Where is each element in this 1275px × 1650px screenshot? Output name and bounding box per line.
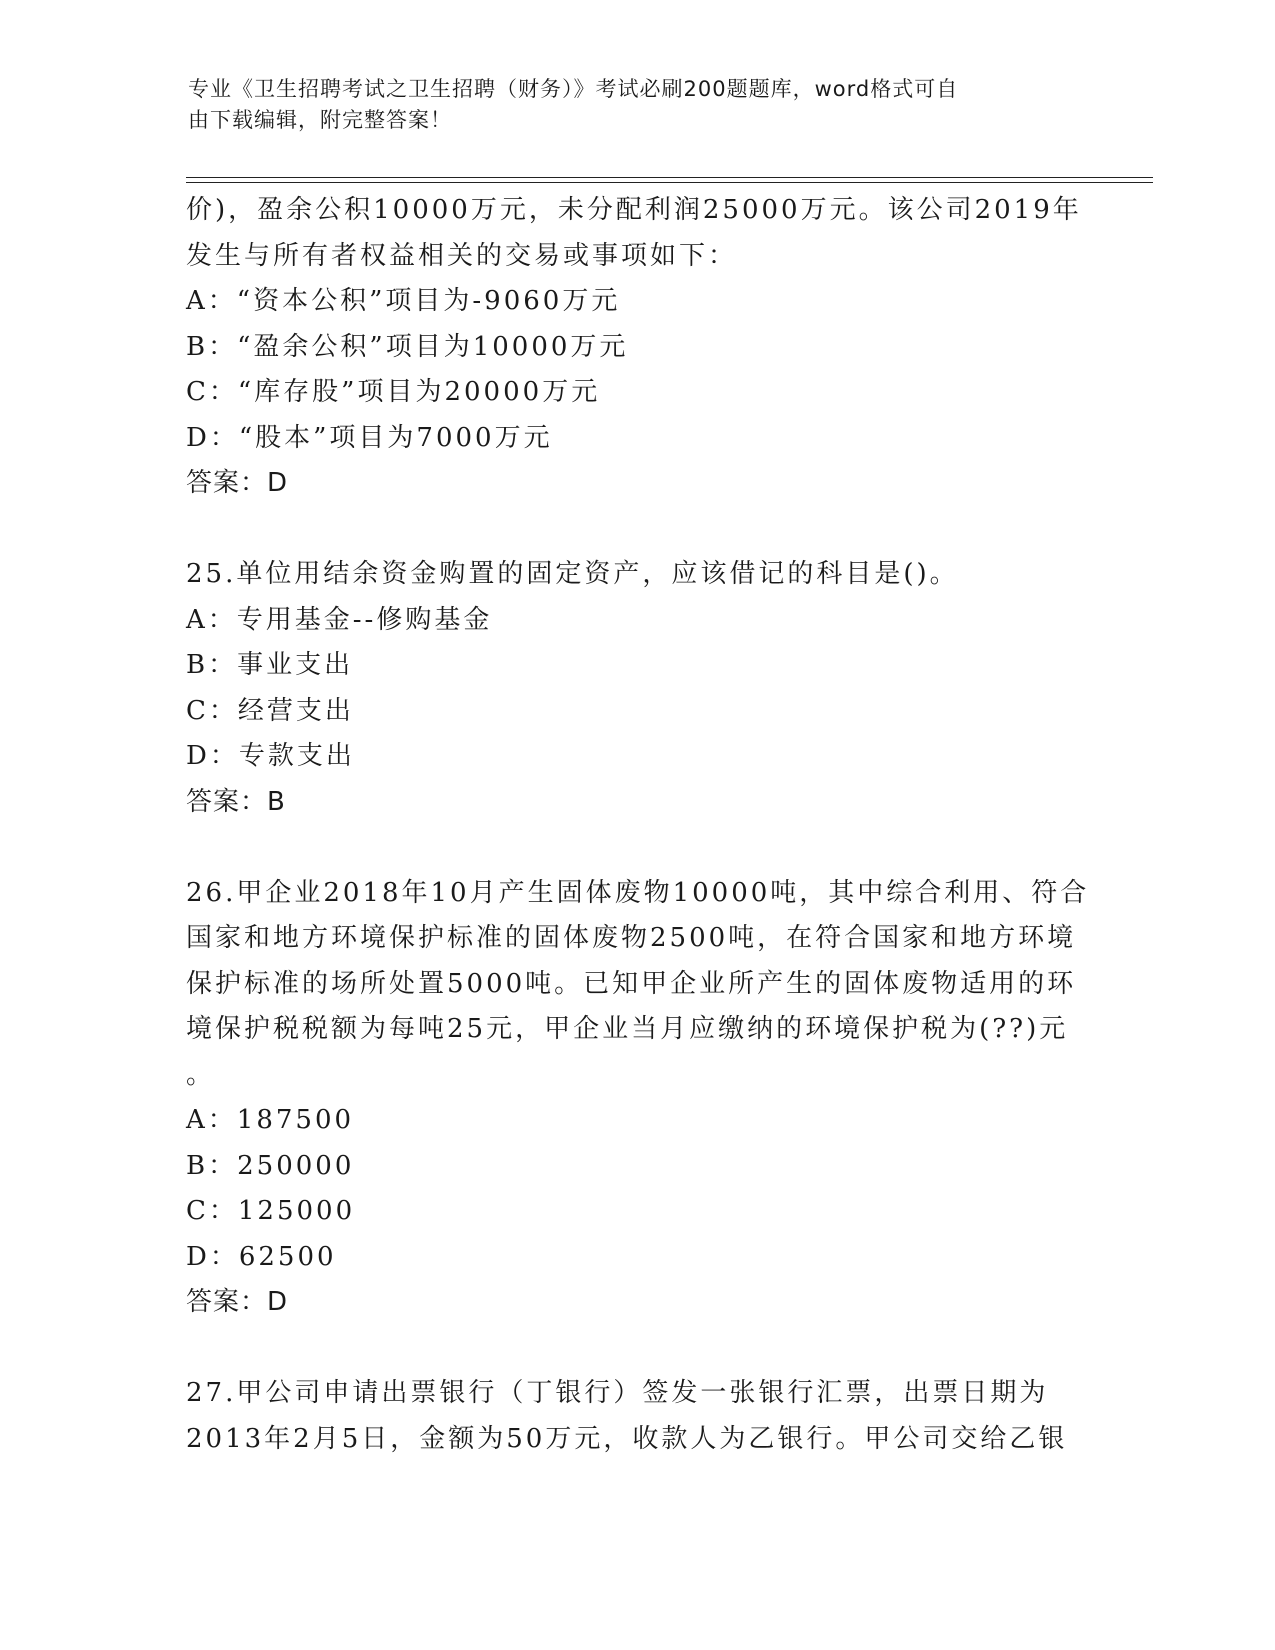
document-header	[188, 74, 1068, 136]
question-text-line: 保护标准的场所处置5000吨。已知甲企业所产生的固体废物适用的环	[186, 968, 1077, 999]
option-c: C：经营支出	[186, 695, 354, 726]
document-body	[186, 188, 1090, 1462]
header-divider-bottom	[186, 182, 1153, 183]
spacer	[186, 825, 1086, 871]
header-divider-top	[186, 177, 1153, 178]
option-b: B：事业支出	[186, 650, 354, 680]
header-line-1: 专业《卫生招聘考试之卫生招聘（财务）》考试必刷200题题库，word格式可自	[188, 77, 959, 101]
option-a: A：187500	[186, 1105, 355, 1135]
option-a: A：“资本公积”项目为-9060万元	[186, 286, 621, 316]
question-24	[186, 188, 1086, 507]
option-d: D：62500	[186, 1241, 337, 1272]
spacer	[186, 1326, 1086, 1372]
question-25	[186, 552, 1086, 825]
option-b: B：“盈余公积”项目为10000万元	[186, 331, 629, 362]
question-text-line: 25.单位用结余资金购置的固定资产，应该借记的科目是()。	[186, 559, 959, 589]
option-b: B：250000	[186, 1150, 355, 1181]
option-c: C：125000	[186, 1196, 356, 1226]
answer: 答案：D	[186, 468, 289, 498]
question-26	[186, 871, 1090, 1326]
question-text-line: 价)，盈余公积10000万元，未分配利润25000万元。该公司2019年	[186, 195, 1082, 225]
question-text-line: 26.甲企业2018年10月产生固体废物10000吨，其中综合利用、符合	[186, 877, 1090, 908]
question-text-line: 国家和地方环境保护标准的固体废物2500吨，在符合国家和地方环境	[186, 923, 1077, 953]
option-a: A：专用基金--修购基金	[186, 604, 493, 635]
question-27	[186, 1371, 1086, 1462]
header-line-2: 由下载编辑，附完整答案！	[188, 108, 452, 132]
option-d: D：“股本”项目为7000万元	[186, 422, 553, 453]
answer: 答案：B	[186, 786, 286, 817]
question-text-line: 2013年2月5日，金额为50万元，收款人为乙银行。甲公司交给乙银	[186, 1423, 1068, 1454]
question-text-line: 27.甲公司申请出票银行（丁银行）签发一张银行汇票，出票日期为	[186, 1378, 1049, 1408]
question-text-line: 发生与所有者权益相关的交易或事项如下：	[186, 240, 738, 271]
option-d: D：专款支出	[186, 741, 355, 771]
spacer	[186, 507, 1086, 553]
question-text-line: 。	[186, 1059, 216, 1090]
question-text-line: 境保护税税额为每吨25元，甲企业当月应缴纳的环境保护税为(??)元	[186, 1014, 1069, 1044]
option-c: C：“库存股”项目为20000万元	[186, 377, 601, 407]
answer: 答案：D	[186, 1287, 289, 1317]
